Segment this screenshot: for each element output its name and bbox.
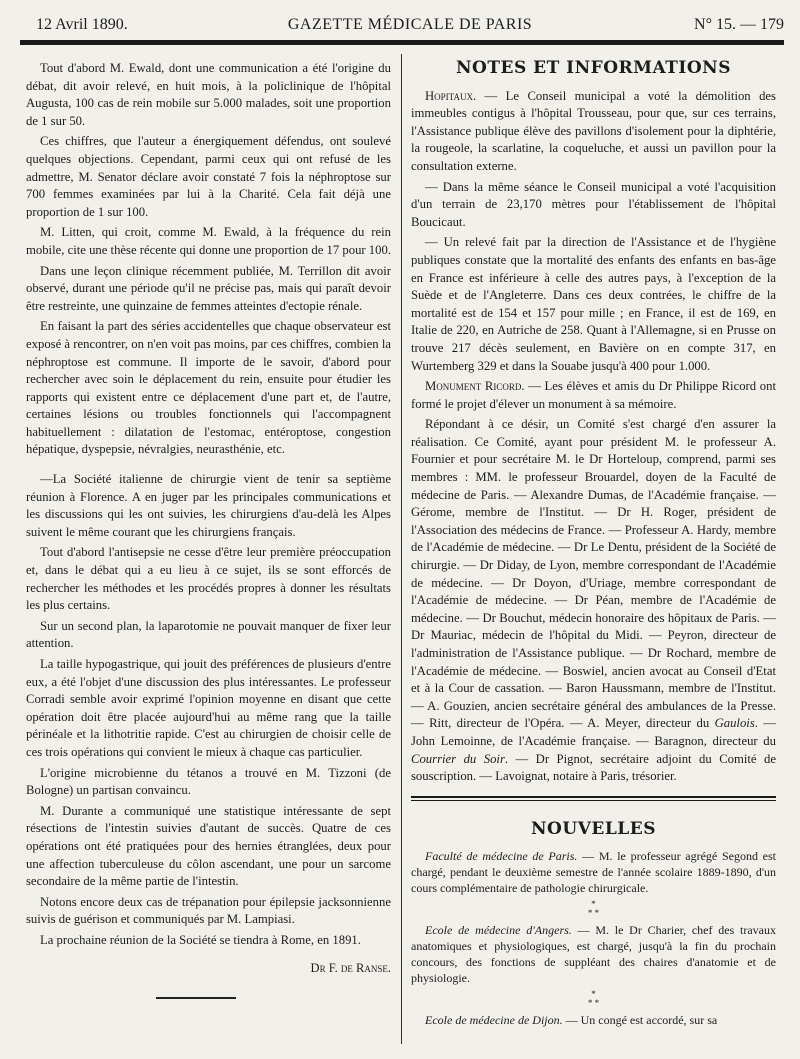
news-section bbox=[411, 848, 776, 1028]
paragraph-text: . — Dr Pignot, secrétaire adjoint du Comité de souscription. — Lavoignat, notaire à Paris, trésorier. bbox=[411, 751, 776, 784]
news-item bbox=[411, 848, 776, 896]
paragraph-text: — Le Conseil municipal a voté la démolition des immeubles contigus à l'hôpital Trousseau, pour que, sur ces terrains, l'Assistance publique élève des pavillons d'isolement pour la diphtérie, la rougeole, la scarlatine, la coqueluche, et aussi un pavillon pour la consultation externe. bbox=[411, 88, 776, 173]
asterism-divider: * * * bbox=[587, 899, 600, 919]
paragraph: Ces chiffres, que l'auteur a énergiquement défendus, ont soulevé quelques objections. Cependant, parmi ceux qui ont refusé de les admettre, M. Senator déclare avoir constaté 7 fois la néphroptose sur 700 femmes examinées par lui à la Charité. Cela fait déjà une proportion de 1 sur 100. bbox=[26, 134, 391, 219]
paragraph: En faisant la part des séries accidentelles que chaque observateur est exposé à rencontrer, on n'en voit pas moins, par ces chiffres, combien la néphroptose est commune. Il importe de le savoir, d'abord pour rechercher avec soin le déplacement du rein, ensuite pour étudier les rapports qui existent entre ce déplacement d'une part et, de l'autre, certaines lésions ou troubles fonctionnels qui l'accompagnent habituellement : dilatation de l'estomac, entéroptose, congestion hépatique, dyspepsie, névralgies, neurasthénie, etc. bbox=[26, 319, 391, 457]
paragraph-text: — Les élèves et amis du Dr Philippe Ricord ont formé le projet d'élever un monument à sa mémoire. bbox=[411, 379, 776, 411]
paragraph bbox=[411, 378, 776, 413]
paragraph: M. Litten, qui croit, comme M. Ewald, à la fréquence du rein mobile, cite une thèse récente qui donne une proportion de 17 pour 100. bbox=[26, 225, 392, 257]
paragraph: L'origine microbienne du tétanos a trouvé en M. Tizzoni (de Bologne) un partisan convaincu. bbox=[26, 765, 391, 798]
run-in-label: Faculté de médecine de Paris. bbox=[425, 849, 578, 864]
publication-title: GAZETTE MÉDICALE DE PARIS bbox=[287, 16, 533, 33]
asterism-divider: * * * bbox=[587, 989, 600, 1009]
paragraph-text: — M. le Dr Charier, chef des travaux anatomiques et physiologiques, est chargé, jusqu'à la fin du prochain concours, des fonctions de suppléant des chaires d'anatomie et de physiologie. bbox=[411, 923, 776, 986]
issue-date: 12 Avril 1890. bbox=[36, 16, 128, 33]
left-column bbox=[26, 60, 391, 999]
paragraph-text: . — John Lemoinne, de l'Académie française. — Baragnon, directeur du bbox=[411, 716, 777, 748]
paragraph: Dans une leçon clinique récemment publiée, M. Terrillon dit avoir observé, durant une période qu'il ne précise pas, mais qui paraît devoir être restreinte, une quinzaine de femmes atteintes d'ectopie rénale. bbox=[26, 263, 391, 313]
section-heading-notes: NOTES ET INFORMATIONS bbox=[456, 58, 731, 78]
paragraph: Notons encore deux cas de trépanation pour épilepsie jacksonnienne suivis de guérison et communiqués par M. Lampiasi. bbox=[26, 894, 391, 927]
paragraph: La taille hypogastrique, qui jouit des préférences de plusieurs d'entre eux, a été l'objet d'une discussion des plus intéressantes. Le professeur Corradi semble avoir exprimé l'opinion moyenne en disant que cette opération doit être placée aujourd'hui au même rang que la taille périnéale et la lithotritie rapide. C'est au chirurgien de choisir celle de ces trois opérations qui convient le mieux à chaque cas particulier. bbox=[26, 657, 391, 759]
paragraph bbox=[411, 416, 776, 785]
section-rule-thin bbox=[411, 800, 776, 801]
paragraph: — Un relevé fait par la direction de l'Assistance et de l'hygiène publiques constate que la mortalité des enfants des enfants en bas-âge en France est inférieure à celle des autres pays, à l'exception de la Suède et de l'Angleterre. Dans ces deux contrées, le chiffre de la mortalité est de 154 et 157 pour mille ; en France, il est de 169, en Italie de 220, en Autriche de 258. Quant à l'Allemagne, si en Prusse on trouve 217 décès seulement, en Bavière on en compte 317, en Wurtemberg 329 et dans la Souabe jusqu'à 400 pour 1.000. bbox=[411, 235, 776, 373]
run-in-label: Ecole de médecine d'Angers. bbox=[425, 923, 572, 938]
header-rule bbox=[20, 40, 784, 45]
run-in-label: Hopitaux. bbox=[425, 88, 477, 103]
paragraph-text: — Un congé est accordé, sur sa bbox=[562, 1013, 718, 1028]
issue-page-number: N° 15. — 179 bbox=[694, 16, 784, 33]
paragraph-text: Répondant à ce désir, un Comité s'est chargé d'en assurer la réalisation. Ce Comité, ayant pour président M. le professeur A. Fournier et pour secrétaire M. le Dr Horteloup, comprend, parmi ses membres : MM. le professeur Brouardel, doyen de la Faculté de médecine de Paris. — Alexandre Dumas, de l'Académie française. — Gérome, membre de l'Institut. — Dr H. Roger, président de l'Association des médecins de France. — Professeur A. Hardy, membre de l'Académie de médecine. — Dr Le Dentu, président de la Société de chirurgie. — Dr Diday, de Lyon, membre correspondant de l'Académie de médecine. — Dr Doyon, d'Uriage, membre correspondant de l'Académie de médecine. — Dr Péan, membre de l'Académie de médecine. — Dr Bouchut, médecin honoraire des hôpitaux de Paris. — Dr Mauriac, médecin de l'hôpital du Midi. — Peyron, directeur de l'administration de l'Assistance publique. — Dr Rochard, membre de l'Académie de médecine. — Boswiel, ancien avocat au Conseil d'Etat et à la Cour de cassation. — Baron Haussmann, membre de l'Institut. — A. Gouzien, ancien secrétaire général des ambulances de la Presse. — Ritt, directeur de l'Opéra. — A. Meyer, directeur du bbox=[411, 417, 776, 731]
paragraph-text: — M. le professeur agrégé Segond est chargé, pendant le deuxième semestre de l'année scolaire 1889-1890, d'un cours complémentaire de pathologie chirurgicale. bbox=[411, 849, 776, 896]
right-column bbox=[411, 60, 776, 1031]
page-header bbox=[36, 16, 784, 36]
paragraph: Sur un second plan, la laparotomie ne pouvait manquer de fixer leur attention. bbox=[26, 618, 391, 651]
paragraph: Tout d'abord M. Ewald, dont une communication a été l'origine du débat, dit avoir relevé, en huit mois, à la policlinique de l'hôpital Augusta, 100 cas de rein mobile sur 5.000 malades, soit une proportion de 1 sur 50. bbox=[26, 61, 391, 128]
run-in-label: Ecole de médecine de Dijon. bbox=[425, 1013, 563, 1028]
paragraph: —La Société italienne de chirurgie vient de tenir sa septième réunion à Florence. A en juger par les principales communications et les discussions qui les ont suivies, les chirurgiens d'au-delà les Alpes suivent le même courant que les chirurgiens français. bbox=[26, 472, 391, 539]
section-heading-news: NOUVELLES bbox=[531, 818, 656, 839]
paragraph bbox=[411, 88, 776, 176]
author-signature: Dr F. de Ranse. bbox=[310, 960, 391, 975]
newspaper-name: Gaulois bbox=[714, 716, 755, 731]
paragraph: La prochaine réunion de la Société se tiendra à Rome, en 1891. bbox=[40, 932, 361, 947]
news-item bbox=[411, 1012, 776, 1028]
news-item bbox=[411, 922, 776, 986]
column-divider bbox=[401, 54, 402, 1044]
paragraph: M. Durante a communiqué une statistique intéressante de sept résections de l'intestin suivies d'autant de succès. Quatre de ces opérations ont été pratiquées pour des hernies étranglées, deux pour une affection tuberculeuse du côlon ascendant, une pour un sarcome secondaire de la même partie de l'intestin. bbox=[26, 803, 391, 889]
newspaper-name: Courrier du Soir bbox=[411, 751, 505, 766]
paragraph: Tout d'abord l'antisepsie ne cesse d'être leur première préoccupation et, dans le débat qui a eu lieu à ce sujet, ils se sont efforcés de rechercher les méthodes et les procédés propres à donner les résultats les plus certains. bbox=[26, 545, 391, 613]
paragraph: — Dans la même séance le Conseil municipal a voté l'acquisition d'un terrain de 23,170 mètres pour l'établissement de l'hôpital Boucicaut. bbox=[411, 179, 776, 229]
section-rule bbox=[411, 796, 776, 798]
run-in-label: Monument Ricord. bbox=[425, 379, 525, 394]
closing-rule bbox=[156, 997, 236, 999]
